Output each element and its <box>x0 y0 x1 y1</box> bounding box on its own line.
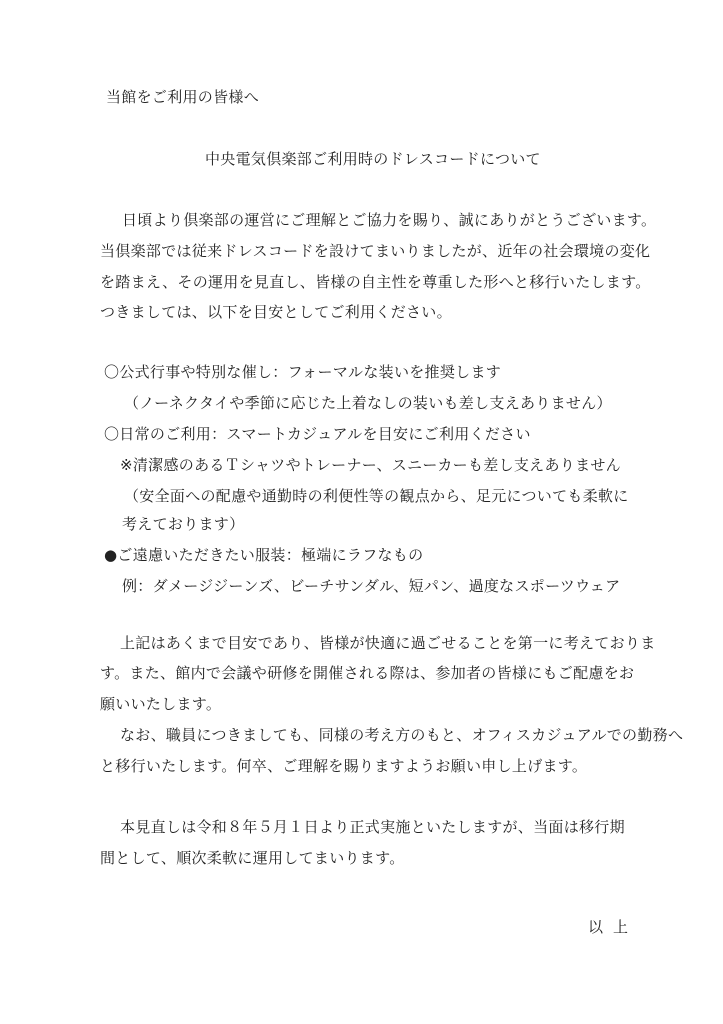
closing: 以上 <box>588 918 639 936</box>
implementation-line: 間として、順次柔軟に運用してまいります。 <box>100 849 405 867</box>
body-line: 願いいたします。 <box>100 695 222 713</box>
intro-line: を踏まえ、その運用を見直し、皆様の自主性を尊重した形へと移行いたします。 <box>100 273 651 291</box>
body-line: なお、職員につきましても、同様の考え方のもと、オフィスカジュアルでの勤務へ <box>120 726 684 744</box>
intro-line: つきましては、以下を目安としてご利用ください。 <box>100 303 452 321</box>
item-daily-note: （安全面への配慮や通勤時の利便性等の観点から、足元についても柔軟に <box>124 487 629 505</box>
item-formal: 〇公式行事や特別な催し：フォーマルな装いを推奨します <box>104 363 502 381</box>
item-refrain: ●ご遠慮いただきたい服装：極端にラフなもの <box>104 546 424 564</box>
body-line: と移行いたします。何卒、ご理解を賜りますようお願い申し上げます。 <box>100 757 588 775</box>
item-refrain-example: 例：ダメージジーンズ、ビーチサンダル、短パン、過度なスポーツウェア <box>122 577 621 595</box>
intro-line: 日頃より倶楽部の運営にご理解とご協力を賜り、誠にありがとうございます。 <box>122 211 657 229</box>
body-line: す。また、館内で会議や研修を開催される際は、参加者の皆様にもご配慮をお <box>100 664 635 682</box>
implementation-line: 本見直しは令和８年５月１日より正式実施といたしますが、当面は移行期 <box>120 818 625 836</box>
intro-line: 当倶楽部では従来ドレスコードを設けてまいりましたが、近年の社会環境の変化 <box>100 242 651 260</box>
item-daily: 〇日常のご利用：スマートカジュアルを目安にご利用ください <box>104 425 531 443</box>
item-daily-note: 考えております） <box>122 515 245 533</box>
item-daily-note: ※清潔感のあるＴシャツやトレーナー、スニーカーも差し支えありません <box>120 456 621 474</box>
addressee: 当館をご利用の皆様へ <box>106 88 260 106</box>
document-title: 中央電気倶楽部ご利用時のドレスコードについて <box>205 150 541 168</box>
item-formal-note: （ノーネクタイや季節に応じた上着なしの装いも差し支えありません） <box>124 394 612 412</box>
body-line: 上記はあくまで目安であり、皆様が快適に過ごせることを第一に考えておりま <box>120 634 656 652</box>
